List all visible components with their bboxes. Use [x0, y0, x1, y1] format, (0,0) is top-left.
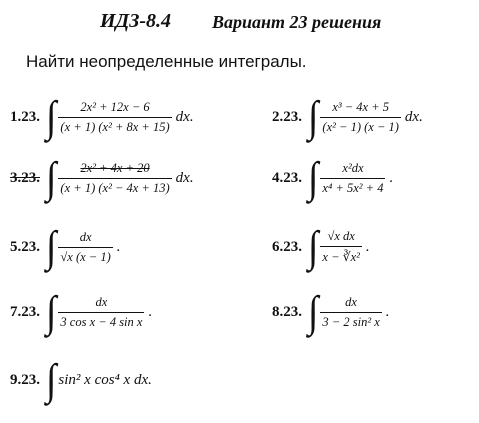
problem-7: [10, 287, 153, 337]
differential: dx.: [175, 169, 194, 186]
integral-sign: ∫: [308, 92, 319, 142]
fraction: [320, 229, 362, 265]
assignment-code: ИДЗ-8.4: [100, 10, 172, 32]
numerator: √x dx: [327, 229, 355, 243]
integral-sign: ∫: [308, 287, 319, 337]
problem-8: [272, 287, 390, 337]
differential: .: [389, 169, 394, 186]
header: [0, 10, 479, 34]
problem-5: [10, 222, 121, 272]
fraction: [320, 295, 381, 330]
denominator: (x + 1) (x² + 8x + 15): [58, 117, 171, 135]
numerator: dx: [95, 294, 108, 309]
problem-number: 1.23.: [10, 108, 40, 125]
numerator: 2x² + 12x − 6: [80, 99, 150, 114]
integral-sign: ∫: [308, 222, 319, 272]
denominator: x − ∛x²: [320, 246, 362, 265]
variant-title: Вариант 23 решения: [212, 12, 382, 32]
denominator: (x + 1) (x² − 4x + 13): [58, 178, 171, 196]
differential: dx.: [175, 108, 194, 125]
task-instruction: Найти неопределенные интегралы.: [26, 52, 307, 71]
fraction: [58, 100, 171, 135]
integral-sign: ∫: [46, 92, 57, 142]
integrand: sin² x cos⁴ x dx.: [58, 371, 152, 388]
numerator: dx: [345, 294, 357, 309]
numerator: x³ − 4x + 5: [332, 99, 390, 114]
problem-number: 7.23.: [10, 303, 40, 320]
differential: .: [148, 303, 153, 320]
problem-number: 5.23.: [10, 238, 40, 255]
problem-6: [272, 222, 370, 272]
fraction: [58, 230, 112, 265]
problem-number: 2.23.: [272, 108, 302, 125]
denominator: √x (x − 1): [58, 247, 112, 265]
problem-number: 3.23.: [10, 169, 40, 186]
fraction: [320, 161, 385, 196]
integral-sign: ∫: [46, 222, 57, 272]
integral-sign: ∫: [308, 153, 319, 203]
numerator: 2x² + 4x + 20: [80, 160, 150, 175]
problem-4: [272, 153, 394, 203]
fraction: [58, 295, 144, 330]
problem-9: [10, 355, 152, 405]
differential: .: [365, 238, 370, 255]
denominator: 3 cos x − 4 sin x: [58, 312, 144, 330]
denominator: 3 − 2 sin² x: [320, 312, 381, 330]
problem-3: [10, 153, 194, 203]
differential: .: [116, 238, 121, 255]
fraction: [320, 100, 401, 135]
problem-2: [272, 92, 423, 142]
problem-number: 6.23.: [272, 238, 302, 255]
integral-sign: ∫: [46, 153, 57, 203]
integral-sign: ∫: [46, 355, 57, 405]
integral-sign: ∫: [46, 287, 57, 337]
fraction: [58, 161, 171, 196]
differential: .: [385, 303, 390, 320]
differential: dx.: [404, 108, 423, 125]
problem-number: 4.23.: [272, 169, 302, 186]
denominator: x⁴ + 5x² + 4: [320, 178, 385, 196]
numerator: x²dx: [342, 160, 364, 175]
problem-1: [10, 92, 194, 142]
denominator: (x² − 1) (x − 1): [320, 117, 401, 135]
numerator: dx: [79, 229, 92, 244]
problem-number: 8.23.: [272, 303, 302, 320]
problem-number: 9.23.: [10, 371, 40, 388]
